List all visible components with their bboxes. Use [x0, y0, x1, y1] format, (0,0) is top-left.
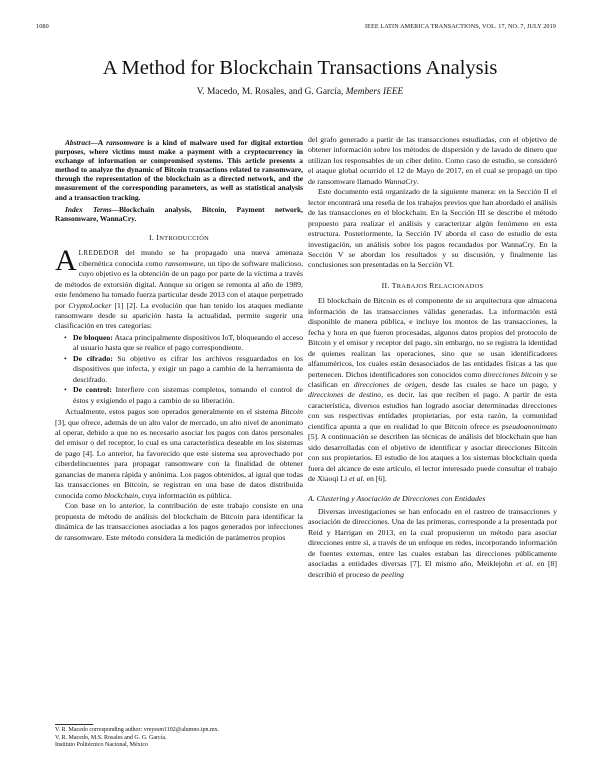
- s2-text-f: en [6].: [364, 474, 387, 484]
- subsection-heading: A. Clustering y Asociación de Direcciones con Entidades: [308, 493, 486, 503]
- category-text: Interfiere con sistemas completos, tomando el control de éstos y exigiendo el pago a cambio de su liberación.: [73, 385, 303, 405]
- s2-text-b: y se clasifican en: [308, 369, 557, 389]
- list-item: [64, 332, 303, 354]
- abstract-label: Abstract: [65, 138, 91, 147]
- section-title-rest: ELACIONADOS: [434, 282, 484, 290]
- footnote-line: Instituto Politécnico Nacional, México: [55, 742, 148, 749]
- s2-text-d: , es decir, las que reciben el pago. A partir de esta característica, diversos estudios han logrado asociar determinadas direcciones con sus respectivas entidades propietarias, por esta razón, la comunidad científica apunta a que en realidad lo que Bitcoin ofrece es: [308, 390, 557, 431]
- footnote-line: V. R. Macedo, M.S. Rosales and G. G. García.: [55, 734, 167, 741]
- bullet: •: [64, 353, 67, 363]
- s2p2-text-b: en [8] describió el proceso de: [308, 559, 557, 579]
- section-title-initial: I: [156, 232, 160, 242]
- s2-etal: et al.: [349, 474, 365, 484]
- index-terms-label: Index Terms: [65, 204, 112, 214]
- paragraph-continued: [308, 135, 557, 187]
- authors: [0, 87, 600, 97]
- left-column: [55, 138, 303, 543]
- s2p2-etal: et al.: [516, 559, 534, 569]
- intro-caps: LREDEDOR: [78, 249, 120, 258]
- abstract-term: ransomware: [106, 138, 144, 147]
- footnote-line: V. R. Macedo corresponding author: vreyesm1102@alumno.ipn.mx.: [55, 727, 220, 733]
- s2-term: direcciones de origen: [353, 379, 426, 389]
- journal-header: IEEE LATIN AMERICA TRANSACTIONS, VOL. 17, NO. 7, JULY 2019: [364, 23, 556, 30]
- author-membership: Members IEEE: [345, 87, 404, 97]
- s2p2-text-a: Diversas investigaciones se han enfocado en el rastreo de transacciones y asociación de direcciones. Una de las primeras, corresponde a la presentada por Reid y Harrigan en 2013, en la cual propusieron un método para asociar direcciones entre sí, a través de un enfoque en redes, incorporando información de fuentes externas, entre las cuales estaban las direcciones públicamente asociadas a entidades diversas [7]. El mismo año, Meiklejohn: [308, 506, 557, 569]
- category-name: De cifrado:: [73, 353, 113, 363]
- right-column: [308, 135, 557, 580]
- section-numeral: I.: [148, 232, 157, 242]
- footnote: [55, 724, 303, 750]
- intro-text-b: , un tipo de software malicioso, cuyo objetivo es la obtención de un pago por parte de la víctima a través de métodos de extorsión digital. Aunque su origen se remonta al año de 1989, este fenómeno ha tomado fuerza particular desde 2013 con el ataque perpetrado por: [55, 258, 304, 310]
- rc-text-b: .: [416, 176, 419, 186]
- category-name: De control:: [73, 385, 112, 395]
- abstract: [55, 138, 303, 202]
- p2-text-b: [3], que ofrece, además de un alto valor de mercado, un alto nivel de anonimato al operar, debido a que no es necesario asociar los pagos con datos personales del emisor o del receptor, lo cual es una característica deseable en los sistemas de pago [4]. Lo anterior, ha favorecido que este sistema sea aprovechado por ciberdelincuentes para propagar ransomware con la finalidad de obtener ganancias de manera rápida y anónima. Los pagos obtenidos, al igual que todas las transacciones en Bitcoin, se registran en una base de datos distribuida conocida como: [55, 417, 303, 500]
- paper-title: A Method for Blockchain Transactions Analysis: [102, 57, 498, 79]
- drop-cap: A: [55, 244, 77, 278]
- paragraph-bitcoin: [55, 407, 303, 501]
- section-heading-related-work: [308, 281, 557, 292]
- s2-text-e: [5]. A continuación se describen las técnicas de análisis del blockchain que han sido desarrolladas con el objetivo de identificar y asociar direcciones Bitcoin con sus propietarios. El estudio de los ataques a los sistemas blockchain queda fuera del alcance de este artículo, el lector interesado puede consultar el trabajo de Xiaoqi Li: [308, 432, 557, 484]
- list-item: [64, 353, 303, 385]
- s2-term: direcciones bitcoin: [483, 369, 543, 379]
- intro-paragraph: [55, 244, 304, 332]
- intro-cryptolocker: CryptoLocker: [68, 300, 112, 310]
- bullet: •: [64, 385, 67, 395]
- page-number: 1080: [36, 23, 49, 30]
- s2-text-a: El blockchain de Bitcoin es el componente de su arquitectura que almacena información de las transacciones válidas generadas. La información está disponible de manera pública, e incluye los montos de las transacciones, la fecha y hora en que fueron procesadas, algunos datos propios del protocolo de Bitcoin y el emisor y receptor del pago, sin embargo, no se registra la identidad de quienes realizan las operaciones, sino que se usan identificadores alfanuméricos, los cuales están desasociados de las entidades físicas a las que pertenecen. Dichos identificadores son conocidos como: [308, 296, 557, 379]
- section-heading-introduction: [55, 233, 303, 244]
- intro-term: ransomware: [164, 258, 204, 268]
- paragraph-contribution: Con base en lo anterior, la contribución de este trabajo consiste en una propuesta de método de análisis del blockchain de Bitcoin para identificar la dinámica de las transacciones asociadas a los pagos generados por infecciones de ransomware. Este método considera la medición de parámetros propios: [55, 501, 303, 542]
- category-name: De bloqueo:: [73, 332, 113, 342]
- abstract-text: is a kind of malware used for digital extortion purposes, where victims must make a payment with a cryptocurrency in exchange of information or compromised systems. This article presents a method to analyze the dynamic of Bitcoin transactions related to ransomware, through the representation of the blockchain as a directed network, and the measurement of the corresponding parameters, as well as statistical analysis and a transaction tracking.: [55, 138, 303, 202]
- intro-text-a: del mundo se ha propagado una nueva amenaza cibernética conocida como: [78, 248, 303, 268]
- index-terms-text: —Blockchain analysis, Bitcoin, Payment network, Ransomware, WannaCry.: [55, 204, 303, 223]
- section-title-rest: NTRODUCCIÓN: [159, 234, 210, 242]
- category-text: Su objetivo es cifrar los archivos resguardados en los dispositivos que infecta, y exigir un pago a cambio de la herramienta de descifrado.: [73, 353, 303, 384]
- category-text: Ataca principalmente dispositivos IoT, bloqueando el acceso al usuario hasta que se realice el pago correspondiente.: [73, 332, 303, 353]
- s2p2-term: peeling: [381, 569, 404, 579]
- intro-text-c: [1] [2]. La evolución que han tenido los ataques mediante ransomware desde su aparición hasta la actualidad, permite sugerir una clasificación en tres categorías:: [55, 300, 303, 331]
- p2-term2: blockchain: [104, 490, 139, 500]
- index-terms: [55, 205, 303, 223]
- s2-text-c: , desde las cuales se hace un pago, y: [425, 379, 557, 389]
- p2-text-c: , cuya información es pública.: [138, 490, 232, 500]
- paragraph-blockchain: [308, 296, 557, 484]
- section-title-rest: RABAJOS: [396, 282, 430, 290]
- section-numeral: II.: [381, 280, 392, 290]
- s2-term: direcciones de destino: [308, 390, 382, 400]
- author-names: V. Macedo, M. Rosales, and G. García,: [196, 87, 344, 97]
- section-title-initial: R: [429, 280, 435, 290]
- p2-text-a: Actualmente, estos pagos son operados generalmente en el sistema: [65, 407, 281, 417]
- s2-term: pseudoanonimato: [501, 421, 557, 431]
- section-title-initial: T: [391, 280, 397, 290]
- rc-text-a: del grafo generado a partir de las transacciones estudiadas, con el objetivo de obtener información sobre los métodos de dispersión y de lavado de dinero que utilizan los responsables de un ciber delito. Como caso de estudio, se consideró el ataque global ocurrido el 12 de Mayo de 2017, en el cual se propagó un tipo de ransomware llamado: [308, 135, 557, 186]
- list-item: [64, 385, 303, 406]
- paragraph-clustering: [308, 507, 557, 580]
- p2-term: Bitcoin: [280, 407, 303, 417]
- paragraph-organization: Este documento está organizado de la siguiente manera: en la Sección II el lector encontrará una reseña de los trabajos previos que han abordado el análisis de las transacciones en el blockchain. En la Sección III se describe el método propuesto para realizar el análisis y caracterizar algún fenómeno en esta estructura. Posteriormente, la Sección IV aborda el caso de estudio de esta investigación, un análisis sobre los pagos recaudados por WannaCry. En la Sección V se abordan los resultados y su discusión, y finalmente las conclusiones son presentadas en la Sección VI.: [308, 187, 557, 270]
- bullet: •: [64, 332, 67, 342]
- rc-term: WannaCry: [383, 176, 417, 186]
- category-list: [55, 333, 303, 406]
- abstract-dash: —A: [90, 138, 107, 147]
- footnote-rule: [55, 724, 93, 725]
